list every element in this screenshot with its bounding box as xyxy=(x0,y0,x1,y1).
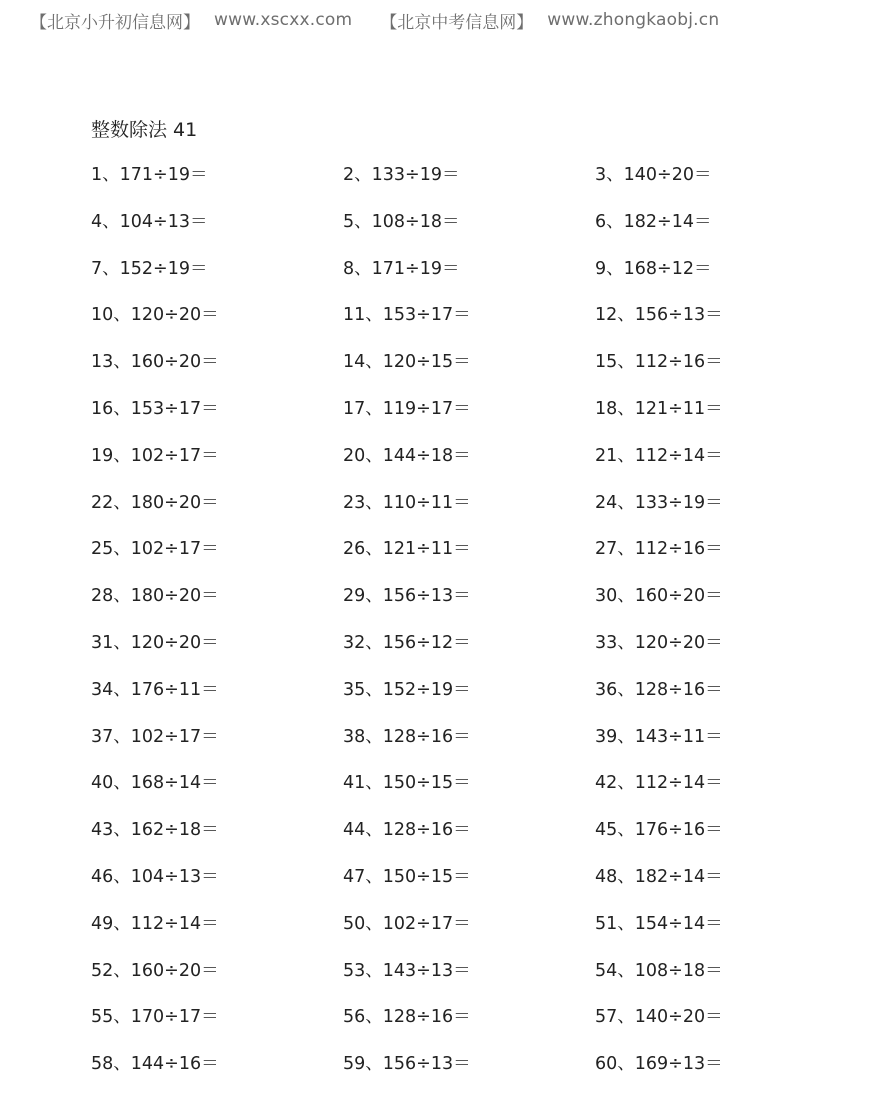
division-problem: 24、133÷19＝ xyxy=(595,492,723,513)
division-problem: 28、180÷20＝ xyxy=(91,586,219,607)
division-problem: 11、153÷17＝ xyxy=(343,305,471,326)
division-problem: 27、112÷16＝ xyxy=(595,539,723,560)
division-problem: 34、176÷11＝ xyxy=(91,679,219,700)
division-problem: 46、104÷13＝ xyxy=(91,866,219,887)
division-problem: 8、171÷19＝ xyxy=(343,258,460,279)
division-problem: 42、112÷14＝ xyxy=(595,773,723,794)
division-problem: 58、144÷16＝ xyxy=(91,1054,219,1075)
division-problem: 40、168÷14＝ xyxy=(91,773,219,794)
division-problem: 23、110÷11＝ xyxy=(343,492,471,513)
division-problem: 16、153÷17＝ xyxy=(91,398,219,419)
division-problem: 15、112÷16＝ xyxy=(595,352,723,373)
worksheet-title: 整数除法 41 xyxy=(91,119,198,141)
division-problem: 19、102÷17＝ xyxy=(91,445,219,466)
division-problem: 1、171÷19＝ xyxy=(91,165,208,185)
division-problem: 32、156÷12＝ xyxy=(343,632,471,653)
division-problem: 4、104÷13＝ xyxy=(91,211,208,232)
division-problem: 20、144÷18＝ xyxy=(343,445,471,466)
header-url-xscxx[interactable]: www.xscxx.com xyxy=(214,10,353,30)
division-problem: 7、152÷19＝ xyxy=(91,258,208,279)
division-problem: 5、108÷18＝ xyxy=(343,211,460,232)
division-problem: 33、120÷20＝ xyxy=(595,632,723,653)
division-problem: 13、160÷20＝ xyxy=(91,352,219,373)
division-problem: 35、152÷19＝ xyxy=(343,679,471,700)
division-problem: 45、176÷16＝ xyxy=(595,820,723,841)
division-problem: 10、120÷20＝ xyxy=(91,305,219,326)
division-problem: 12、156÷13＝ xyxy=(595,305,723,326)
page-header xyxy=(30,8,719,32)
division-problem: 60、169÷13＝ xyxy=(595,1054,723,1075)
division-problem: 6、182÷14＝ xyxy=(595,211,712,232)
division-problem: 3、140÷20＝ xyxy=(595,165,712,185)
division-problem: 44、128÷16＝ xyxy=(343,820,471,841)
division-problem: 30、160÷20＝ xyxy=(595,586,723,607)
division-problem: 26、121÷11＝ xyxy=(343,539,471,560)
header-source-zhongkao: 【北京中考信息网】 xyxy=(380,12,534,33)
division-problem: 37、102÷17＝ xyxy=(91,726,219,747)
division-problem: 21、112÷14＝ xyxy=(595,445,723,466)
division-problem: 47、150÷15＝ xyxy=(343,866,471,887)
division-problem: 51、154÷14＝ xyxy=(595,913,723,934)
division-problem: 43、162÷18＝ xyxy=(91,820,219,841)
division-problem: 53、143÷13＝ xyxy=(343,960,471,981)
division-problem: 31、120÷20＝ xyxy=(91,632,219,653)
division-problem: 57、140÷20＝ xyxy=(595,1007,723,1028)
division-problem: 49、112÷14＝ xyxy=(91,913,219,934)
division-problem: 29、156÷13＝ xyxy=(343,586,471,607)
header-source-xscxx: 【北京小升初信息网】 xyxy=(30,12,200,33)
division-problem: 9、168÷12＝ xyxy=(595,258,712,279)
division-problem: 39、143÷11＝ xyxy=(595,726,723,747)
division-problem: 38、128÷16＝ xyxy=(343,726,471,747)
division-problem: 36、128÷16＝ xyxy=(595,679,723,700)
division-problem: 55、170÷17＝ xyxy=(91,1007,219,1028)
division-problem: 41、150÷15＝ xyxy=(343,773,471,794)
header-url-zhongkao[interactable]: www.zhongkaobj.cn xyxy=(547,10,720,30)
division-problem: 54、108÷18＝ xyxy=(595,960,723,981)
problem-grid xyxy=(91,154,851,1090)
division-problem: 59、156÷13＝ xyxy=(343,1054,471,1075)
division-problem: 56、128÷16＝ xyxy=(343,1007,471,1028)
division-problem: 2、133÷19＝ xyxy=(343,165,460,185)
division-problem: 48、182÷14＝ xyxy=(595,866,723,887)
division-problem: 18、121÷11＝ xyxy=(595,398,723,419)
division-problem: 17、119÷17＝ xyxy=(343,398,471,419)
division-problem: 14、120÷15＝ xyxy=(343,352,471,373)
division-problem: 22、180÷20＝ xyxy=(91,492,219,513)
division-problem: 52、160÷20＝ xyxy=(91,960,219,981)
division-problem: 50、102÷17＝ xyxy=(343,913,471,934)
division-problem: 25、102÷17＝ xyxy=(91,539,219,560)
